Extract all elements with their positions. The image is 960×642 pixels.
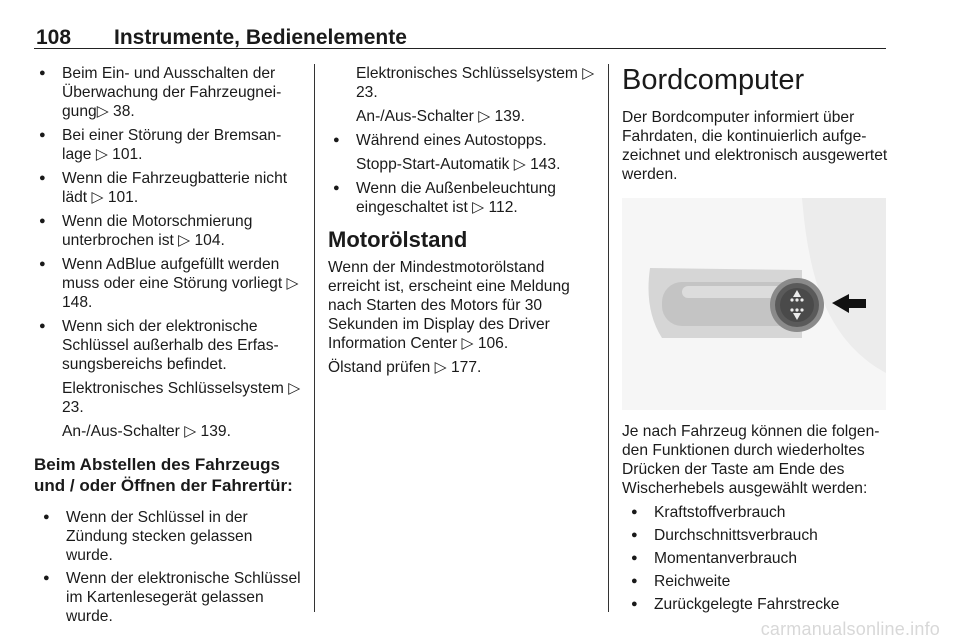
triangle-reference-icon: ▷ (178, 232, 191, 249)
paragraph: Ölstand prüfen ▷ 177. (328, 359, 482, 376)
list-item: ● Reichweite (622, 572, 888, 591)
list-item: ● Zurückgelegte Fahrstrecke (622, 595, 888, 614)
list-item: ● Wenn die Fahrzeugbatterie nicht lädt ▷ 101. (34, 169, 302, 207)
page-header (34, 8, 886, 49)
triangle-reference-icon: ▷ (286, 275, 299, 292)
wiper-lever-illustration (622, 198, 886, 410)
watermark: carmanualsonline.info (760, 619, 940, 639)
column-middle (328, 64, 596, 382)
triangle-reference-icon: ▷ (95, 146, 108, 163)
column-divider (314, 64, 315, 612)
paragraph: Wenn der Mindestmotorölstand erreicht ist, erscheint eine Meldung nach Starten des Motors für 30 Sekunden im Display des Driver Information Center ▷ 106. (328, 259, 570, 352)
triangle-reference-icon: ▷ (478, 108, 491, 125)
list-subitem: Elektronisches Schlüsselsystem ▷ 23. (62, 380, 301, 416)
list-item: ● Wenn die Motorschmierung unterbrochen ist ▷ 104. (34, 212, 302, 250)
triangle-reference-icon: ▷ (513, 156, 526, 173)
list-item: ● Kraftstoffverbrauch (622, 503, 888, 522)
triangle-reference-icon: ▷ (434, 359, 447, 376)
list-item: ● Momentanverbrauch (622, 549, 888, 568)
intro-paragraph: Der Bordcomputer informiert über Fahrdaten, die kontinuierlich aufgezeichnet und elektronisch ausgewertet werden. (622, 109, 888, 183)
triangle-reference-icon: ▷ (184, 423, 197, 440)
triangle-reference-icon: ▷ (288, 380, 301, 397)
triangle-reference-icon: ▷ (96, 103, 109, 120)
column-left (34, 64, 302, 630)
list-item: ● Durchschnittsverbrauch (622, 526, 888, 545)
list-subitem: An-/Aus-Schalter ▷ 139. (356, 108, 525, 125)
list-item: ● Wenn die Außenbeleuchtung eingeschaltet ist ▷ 112. (328, 179, 596, 217)
section-heading: Motorölstand (328, 227, 468, 252)
list-item: ● Wenn AdBlue aufgefüllt werden muss oder eine Störung vorliegt ▷ 148. (34, 255, 302, 312)
subheading: Beim Abstellen des Fahrzeugs und / oder Öffnen der Fahrertür: (34, 455, 293, 495)
list-subitem: An-/Aus-Schalter ▷ 139. (62, 423, 231, 440)
triangle-reference-icon: ▷ (472, 199, 485, 216)
list-item: ● Beim Ein- und Ausschalten der Überwachung der Fahrzeugneigung▷ 38. (34, 64, 302, 121)
list-subitem: Stopp-Start-Automatik ▷ 143. (356, 156, 561, 173)
triangle-reference-icon: ▷ (582, 65, 595, 82)
section-title: Bordcomputer (622, 64, 805, 96)
column-right (622, 64, 888, 618)
list-item: ● Bei einer Störung der Bremsanlage ▷ 101. (34, 126, 302, 164)
list-subitem: Elektronisches Schlüsselsystem ▷ 23. (356, 65, 595, 101)
column-divider (608, 64, 609, 612)
page-number: 108 (36, 26, 72, 49)
list-item: ● Während eines Autostopps. (328, 131, 596, 150)
triangle-reference-icon: ▷ (461, 335, 474, 352)
list-item: ● Wenn sich der elektronische Schlüssel außerhalb des Erfassungsbereichs befindet. (34, 317, 302, 374)
paragraph: Je nach Fahrzeug können die folgenden Funktionen durch wiederholtes Drücken der Taste am Ende des Wischerhebels ausgewählt werden: (622, 423, 880, 497)
list-item: ● Wenn der elektronische Schlüssel im Kartenlesegerät gelassen wurde. (34, 569, 302, 626)
chapter-title: Instrumente, Bedienelemente (114, 26, 407, 49)
triangle-reference-icon: ▷ (91, 189, 104, 206)
list-item: ● Wenn der Schlüssel in der Zündung stecken gelassen wurde. (34, 508, 302, 565)
